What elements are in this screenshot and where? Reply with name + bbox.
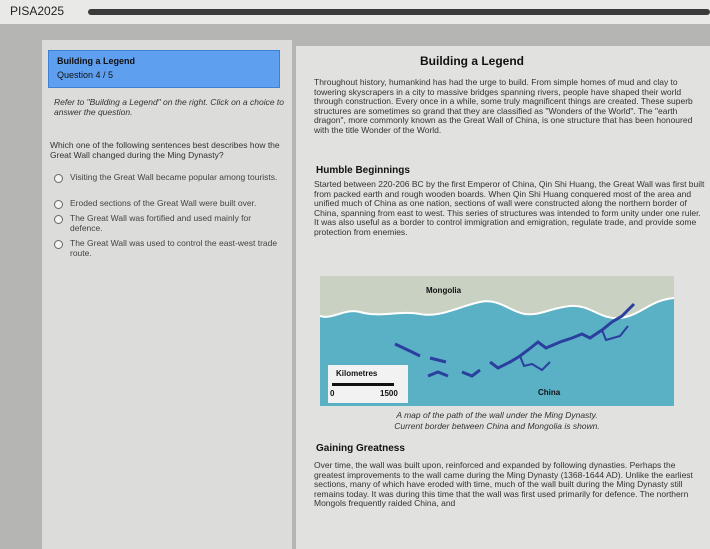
map-scale: [328, 365, 408, 403]
great-wall-map: [320, 276, 674, 406]
option-label: The Great Wall was used to control the east-west trade route.: [70, 238, 278, 258]
answer-option-2[interactable]: [54, 198, 284, 208]
map-caption-line-1: A map of the path of the wall under the Ming Dynasty.: [396, 410, 598, 420]
scale-end: 1500: [380, 389, 398, 398]
answer-option-3[interactable]: [54, 213, 284, 233]
progress-bar: [88, 9, 710, 15]
radio-button[interactable]: [54, 240, 63, 249]
answer-option-1[interactable]: [54, 172, 284, 182]
radio-button[interactable]: [54, 215, 63, 224]
option-label: The Great Wall was fortified and used mainly for defence.: [70, 213, 252, 233]
app-title: PISA2025: [10, 4, 65, 18]
ming-wall-branch: [520, 326, 628, 370]
question-instruction: Refer to "Building a Legend" on the right. Click on a choice to answer the question.: [54, 97, 285, 117]
top-bar: [0, 0, 710, 25]
answer-option-4[interactable]: [54, 238, 284, 258]
radio-button[interactable]: [54, 174, 63, 183]
mongolia-landmass: [320, 276, 674, 318]
scale-bar: [332, 383, 394, 386]
section-heading-gaining-greatness: Gaining Greatness: [316, 443, 405, 454]
option-label: Eroded sections of the Great Wall were built over.: [70, 198, 257, 208]
section-text-gaining-greatness: Over time, the wall was built upon, reinforced and expanded by following dynasties. Perhaps the greatest improvements to the wall came during the Ming Dynasty (1368-1644 AD). Unlike the earliest sections, many of which have eroded with time, much of the wall built during the Ming Dynasty still remains today. It was during this time that the wall was first used primarily for defence. The northern Mongols frequently raided China, and: [314, 460, 693, 508]
map-caption-line-2: Current border between China and Mongolia is shown.: [394, 421, 600, 431]
question-title: Building a Legend: [57, 56, 135, 66]
question-text: Which one of the following sentences best describes how the Great Wall changed during the Ming Dynasty?: [50, 140, 280, 160]
question-number: Question 4 / 5: [57, 70, 114, 80]
article-intro: Throughout history, humankind has had the urge to build. From simple homes of mud and clay to towering skyscrapers in a city to massive bridges spanning rivers, people have shaped their world through construction. Every once in a while, some truly magnificent things are created. These superb structures are sometimes so grand that they are classified as "Wonders of the World". The "earth dragon", more commonly known as the Great Wall of China, is one structure that has been honoured with the title Wonder of the World.: [314, 77, 693, 135]
section-text-humble-beginnings: Started between 220-206 BC by the first Emperor of China, Qin Shi Huang, the Great Wall was first built from packed earth and rough wooden boards. When Qin Shi Huang conquered most of the area and unified much of China as one nation, sections of wall were constructed along the northern border of China, spanning from east to west. This series of structures was intended to form unity under one ruler. It was also useful as a border to control immigration and emigration, regulate trade, and provide some protection from enemies.: [314, 179, 705, 237]
option-label: Visiting the Great Wall became popular among tourists.: [70, 172, 278, 182]
article-title: Building a Legend: [420, 54, 524, 68]
scale-title: Kilometres: [336, 369, 378, 378]
question-header: [48, 50, 280, 88]
radio-button[interactable]: [54, 200, 63, 209]
scale-start: 0: [330, 389, 335, 398]
section-heading-humble-beginnings: Humble Beginnings: [316, 165, 410, 176]
map-label-china: China: [538, 388, 561, 397]
map-label-mongolia: Mongolia: [426, 286, 462, 295]
